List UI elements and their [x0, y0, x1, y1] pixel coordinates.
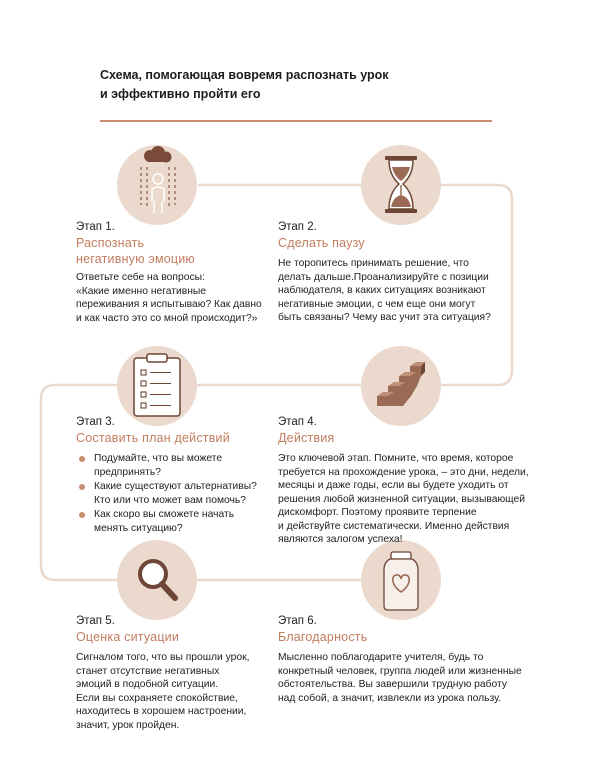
text-line: негативные эмоции, с чем еще они могут — [278, 298, 476, 310]
text-line: Мысленно поблагодарите учителя, будь то — [278, 652, 484, 663]
text-line: конкретный человек, группа людей или жизненные — [278, 665, 522, 677]
stage-4-icon-circle — [361, 346, 441, 426]
stage-4-title-line: Действия — [278, 431, 335, 445]
heart-jar-icon — [361, 540, 441, 620]
text-line: и как часто это со мной происходит?» — [76, 312, 258, 324]
stage-6-title-line: Благодарность — [278, 630, 368, 644]
hourglass-icon — [361, 145, 441, 225]
stage-4-number: Этап 4. — [278, 416, 317, 428]
bullet-line: Кто или что может вам помочь? — [94, 494, 247, 506]
stage-6-icon-circle — [361, 540, 441, 620]
stage-2-number: Этап 2. — [278, 221, 317, 233]
stage-3-number: Этап 3. — [76, 416, 115, 428]
stage-3-title-line: Составить план действий — [76, 431, 230, 445]
stage-1-number: Этап 1. — [76, 221, 115, 233]
text-line: являются залогом успеха! — [278, 534, 403, 545]
stage-6-title — [278, 629, 518, 645]
text-line: станет отсутствие негативных — [76, 665, 220, 677]
text-line: быть связаны? Чему вас учит эта ситуация? — [278, 312, 491, 323]
stage-3-icon-circle — [117, 346, 197, 426]
stage-2-title — [278, 235, 518, 251]
text-line: Это ключевой этап. Помните, что время, которое — [278, 453, 514, 464]
text-line: Если вы сохраняете спокойствие, — [76, 692, 238, 704]
text-line: обстоятельства. Вы завершили трудную работу — [278, 679, 507, 690]
text-line: над собой, а значит, извлекли из урока пользу. — [278, 692, 502, 704]
text-line: и действуйте систематически. Именно действия — [278, 520, 510, 532]
stage-5-icon-circle — [117, 540, 197, 620]
stage-4 — [278, 415, 529, 547]
text-line: месяцы и даже годы, если вы будете уходить от — [278, 480, 509, 491]
title-line-2: и эффективно пройти его — [100, 87, 261, 101]
text-line: Не торопитесь принимать решение, что — [278, 258, 469, 269]
text-line: Сигналом того, что вы прошли урок, — [76, 652, 250, 663]
text-line: решения любой жизненной ситуации, вызывающей — [278, 493, 526, 505]
text-line: переживания я испытываю? Как давно — [76, 299, 262, 310]
text-line: эмоций в подобной ситуации. — [76, 679, 219, 690]
stage-6 — [278, 614, 522, 705]
text-line: наблюдателя, в каких ситуациях возникают — [278, 285, 486, 296]
stage-5-title-line: Оценка ситуации — [76, 630, 180, 644]
stage-6-text — [278, 651, 522, 705]
stage-2 — [278, 220, 518, 325]
title-line-1: Схема, помогающая вовремя распознать урок — [100, 68, 389, 82]
stage-2-title-line: Сделать паузу — [278, 236, 365, 250]
bullet-line: Как скоро вы сможете начать — [94, 509, 235, 520]
text-line: требуется на прохождение урока, – это дни, недели, — [278, 466, 529, 478]
rain-cloud-person-icon — [117, 145, 197, 225]
clipboard-checklist-icon — [117, 346, 197, 426]
stage-4-text — [278, 452, 529, 547]
stage-4-title — [278, 430, 518, 446]
bullet-line: менять ситуацию? — [94, 522, 183, 534]
text-line: находитесь в хорошем настроении, — [76, 706, 247, 717]
stage-6-number: Этап 6. — [278, 615, 317, 627]
bullet-line: предпринять? — [94, 466, 161, 478]
bullet-line: Подумайте, что вы можете — [94, 453, 223, 464]
text-line: значит, урок пройден. — [76, 719, 180, 731]
stairs-icon — [361, 346, 441, 426]
stage-1-title-line: негативную эмоцию — [76, 252, 196, 266]
stage-2-text — [278, 257, 518, 325]
stage-5-number: Этап 5. — [76, 615, 115, 627]
magnifier-icon — [117, 540, 197, 620]
bullet-line: Какие существуют альтернативы? — [94, 481, 257, 492]
text-line: «Какие именно негативные — [76, 285, 207, 297]
stage-1-icon-circle — [117, 145, 197, 225]
stage-1-title-line: Распознать — [76, 236, 145, 250]
text-line: дискомфорт. Поэтому проявите терпение — [278, 507, 477, 518]
text-line: Ответьте себе на вопросы: — [76, 272, 205, 283]
stage-2-icon-circle — [361, 145, 441, 225]
text-line: делать дальше.Проанализируйте с позиции — [278, 271, 489, 283]
